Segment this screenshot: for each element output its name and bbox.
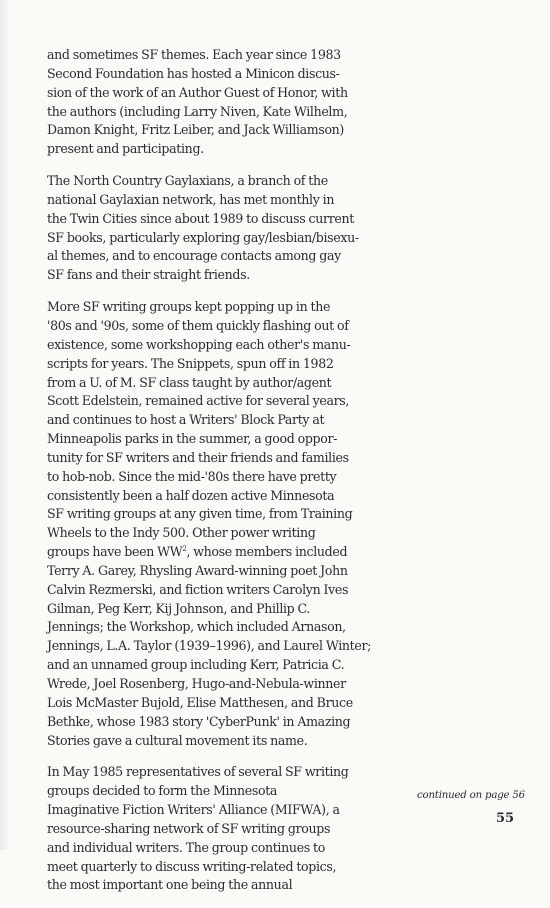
- text-line: tunity for SF writers and their friends and families: [47, 449, 349, 465]
- binding-shadow: [0, 0, 10, 850]
- page-number: 55: [496, 811, 515, 826]
- text-line: SF fans and their straight friends.: [47, 267, 250, 283]
- text-line: existence, some workshopping each other's manu-: [47, 336, 351, 352]
- text-column: [47, 46, 402, 908]
- text-line: scripts for years. The Snippets, spun off in 1982: [47, 355, 334, 371]
- text-line: Damon Knight, Fritz Leiber, and Jack Williamson): [47, 122, 344, 138]
- paragraph-mifwa: [47, 763, 402, 895]
- text-line: Second Foundation has hosted a Minicon discus-: [47, 65, 340, 81]
- text-line: Gilman, Peg Kerr, Kij Johnson, and Phillip C.: [47, 600, 311, 616]
- text-line: Calvin Rezmerski, and fiction writers Carolyn Ives: [47, 581, 349, 597]
- text-line: meet quarterly to discuss writing-related topics,: [47, 858, 337, 874]
- text-line: SF books, particularly exploring gay/lesbian/bisexu-: [47, 229, 359, 245]
- text-line: al themes, and to encourage contacts among gay: [47, 248, 341, 264]
- continued-note: continued on page 56: [417, 790, 525, 801]
- text-line: to hob-nob. Since the mid-'80s there have pretty: [47, 468, 337, 484]
- text-line: '80s and '90s, some of them quickly flashing out of: [47, 317, 349, 333]
- ww-superscript: 2: [182, 544, 187, 553]
- text-line: Bethke, whose 1983 story 'CyberPunk' in Amazing: [47, 713, 351, 729]
- text-line: Wrede, Joel Rosenberg, Hugo-and-Nebula-winner: [47, 676, 346, 691]
- text-line: and sometimes SF themes. Each year since 1983: [47, 47, 341, 62]
- text-line: Scott Edelstein, remained active for several years,: [47, 393, 350, 409]
- text-line: sion of the work of an Author Guest of Honor, with: [47, 84, 348, 100]
- text-line: present and participating.: [47, 141, 204, 157]
- text-line: Wheels to the Indy 500. Other power writing: [47, 525, 316, 541]
- text-line: and an unnamed group including Kerr, Patricia C.: [47, 657, 345, 673]
- text-line: Lois McMaster Bujold, Elise Matthesen, and Bruce: [47, 694, 353, 710]
- text-line: Imaginative Fiction Writers' Alliance (MIFWA), a: [47, 802, 340, 818]
- text-line: Stories gave a cultural movement its name.: [47, 732, 308, 748]
- paragraph-gaylaxians: [47, 172, 402, 285]
- text-line: The North Country Gaylaxians, a branch of the: [47, 173, 328, 189]
- text-line: Jennings; the Workshop, which included Arnason,: [47, 619, 346, 635]
- text-line: More SF writing groups kept popping up in the: [47, 299, 331, 315]
- text-line: and individual writers. The group continues to: [47, 839, 325, 855]
- text-line: the authors (including Larry Niven, Kate Wilhelm,: [47, 103, 348, 119]
- text-line: the most important one being the annual: [47, 877, 293, 893]
- text-line: Terry A. Garey, Rhysling Award-winning poet John: [47, 562, 348, 578]
- text-line: and continues to host a Writers' Block Party at: [47, 412, 325, 428]
- text-line: SF writing groups at any given time, from Training: [47, 506, 353, 522]
- paragraph-second-foundation: [47, 46, 402, 159]
- text-line: groups decided to form the Minnesota: [47, 783, 278, 799]
- text-line: In May 1985 representatives of several SF writing: [47, 764, 349, 780]
- ww-rest-text: , whose members included: [186, 544, 348, 560]
- text-line: Minneapolis parks in the summer, a good oppor-: [47, 431, 338, 447]
- ww-text: groups have been WW: [47, 544, 183, 560]
- text-line: resource-sharing network of SF writing groups: [47, 820, 331, 836]
- text-line: from a U. of M. SF class taught by author/agent: [47, 374, 332, 390]
- text-line: the Twin Cities since about 1989 to discuss current: [47, 210, 354, 226]
- paragraph-writing-groups: [47, 298, 402, 750]
- text-line-ww-squared: [47, 543, 402, 562]
- text-line: Jennings, L.A. Taylor (1939–1996), and Laurel Winter;: [47, 638, 372, 654]
- text-line: consistently been a half dozen active Minnesota: [47, 487, 335, 503]
- text-line: national Gaylaxian network, has met monthly in: [47, 191, 335, 207]
